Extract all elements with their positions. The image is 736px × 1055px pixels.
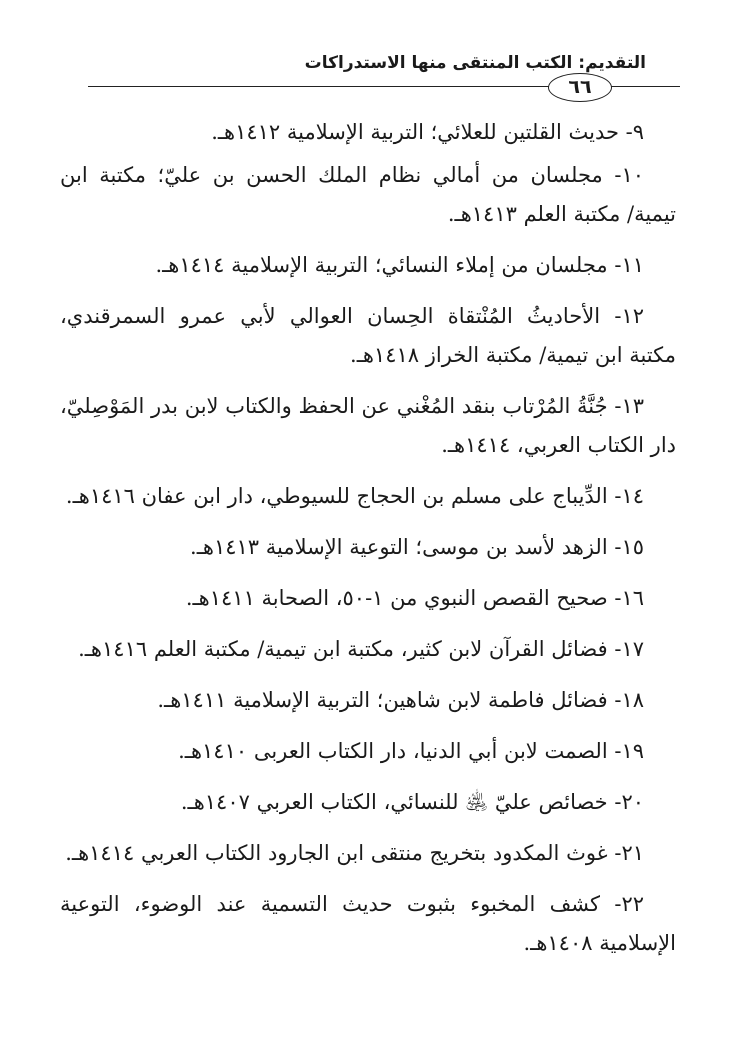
bibliography-entry-19: ١٩- الصمت لابن أبي الدنيا، دار الكتاب العربى ١٤١٠هـ.	[178, 739, 644, 763]
bibliography-entry-11: ١١- مجلسان من إملاء النسائي؛ التربية الإسلامية ١٤١٤هـ.	[155, 253, 644, 277]
bibliography-list	[60, 113, 676, 975]
page-number-badge: ٦٦	[548, 73, 612, 102]
bibliography-entry-14: ١٤- الدِّيباج على مسلم بن الحجاج للسيوطي، دار ابن عفان ١٤١٦هـ.	[65, 484, 644, 508]
bibliography-entry-9: ٩- حديث القلتين للعلائي؛ التربية الإسلامية ١٤١٢هـ.	[211, 120, 644, 144]
bibliography-entry-21: ٢١- غوث المكدود بتخريج منتقى ابن الجارود الكتاب العربي ١٤١٤هـ.	[65, 841, 644, 865]
running-header-title: التقديم: الكتب المنتقى منها الاستدراكات	[304, 53, 646, 73]
bibliography-entry-17: ١٧- فضائل القرآن لابن كثير، مكتبة ابن تيمية/ مكتبة العلم ١٤١٦هـ.	[78, 637, 644, 661]
bibliography-entry-20: ٢٠- خصائص عليّ ﵁ للنسائي، الكتاب العربي ١٤٠٧هـ.	[180, 790, 644, 814]
bibliography-entry-13: ١٣- جُنَّةُ المُرْتاب بنقد المُغْني عن الحفظ والكتاب لابن بدر المَوْصِليّ، دار الكتاب العربي، ١٤١٤هـ.	[60, 394, 676, 457]
bibliography-entry-16: ١٦- صحيح القصص النبوي من ١-٥٠، الصحابة ١٤١١هـ.	[185, 586, 644, 610]
bibliography-entry-10: ١٠- مجلسان من أمالي نظام الملك الحسن بن عليّ؛ مكتبة ابن تيمية/ مكتبة العلم ١٤١٣هـ.	[60, 163, 676, 226]
bibliography-entry-15: ١٥- الزهد لأسد بن موسى؛ التوعية الإسلامية ١٤١٣هـ.	[190, 535, 644, 559]
bibliography-entry-22: ٢٢- كشف المخبوء بثبوت حديث التسمية عند الوضوء، التوعية الإسلامية ١٤٠٨هـ.	[60, 892, 676, 955]
bibliography-entry-12: ١٢- الأحاديثُ المُنْتقاة الحِسان العوالي لأبي عمرو السمرقندي، مكتبة ابن تيمية/ مكتبة الخراز ١٤١٨هـ.	[60, 304, 676, 367]
bibliography-entry-18: ١٨- فضائل فاطمة لابن شاهين؛ التربية الإسلامية ١٤١١هـ.	[157, 688, 644, 712]
